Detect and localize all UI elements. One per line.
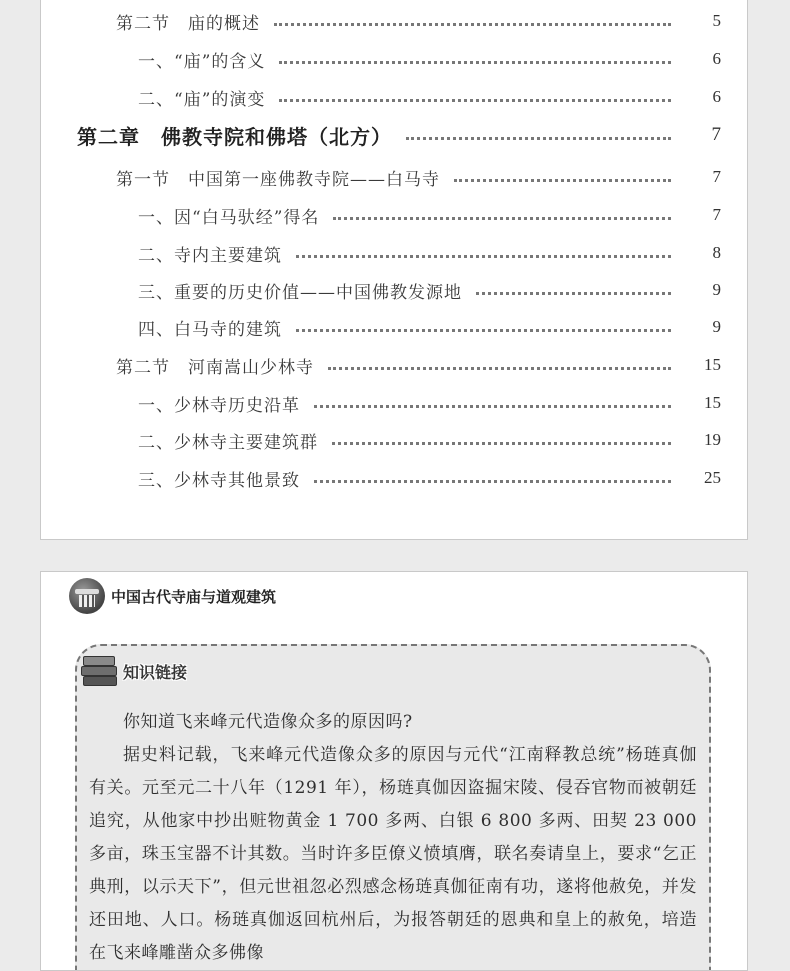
toc-dot-leader [314, 403, 671, 408]
toc-dot-leader [314, 478, 671, 483]
running-head-title: 中国古代寺庙与道观建筑 [111, 587, 277, 606]
toc-entry [138, 425, 721, 455]
toc-entry [138, 82, 721, 112]
toc-entry-page-number: 7 [712, 167, 721, 186]
toc-entry-title: 二、少林寺主要建筑群 [138, 432, 318, 453]
toc-entry-page-number: 9 [712, 317, 721, 336]
knowledge-link-box [75, 644, 711, 971]
toc-entry-title: 四、白马寺的建筑 [138, 319, 282, 340]
toc-entry [138, 388, 721, 418]
content-page [40, 571, 748, 971]
toc-entry-page-number: 6 [712, 49, 721, 68]
toc-dot-leader [279, 97, 671, 102]
toc-dot-leader [328, 365, 671, 370]
toc-entry-page-number: 15 [704, 355, 721, 374]
toc-entry-page-number: 25 [704, 468, 721, 487]
sidebar-body: 据史料记载，飞来峰元代造像众多的原因与元代“江南释教总统”杨琏真伽有关。元至元二十八年（1291 年），杨琏真伽因盗掘宋陵、侵吞官物而被朝廷追究，从他家中抄出赃物黄金 1 700 多两、白银 6 800 多两、田契 23 000 多亩，珠玉宝器不计其数。当时许多臣僚义愤填膺，联名奏请皇上，要求“乞正典刑，以示天下”，但元世祖忽必烈感念杨琏真伽征南有功，遂将他赦免，并发还田地、人口。杨琏真伽返回杭州后，为报答朝廷的恩典和皇上的赦免，培造在飞来峰雕凿众多佛像 [89, 745, 697, 963]
toc-dot-leader [454, 177, 671, 182]
toc-entry-page-number: 19 [704, 430, 721, 449]
toc-entry-title: 一、少林寺历史沿革 [138, 395, 300, 416]
toc-entry-title: 三、重要的历史价值——中国佛教发源地 [138, 282, 462, 303]
toc-dot-leader [476, 290, 671, 295]
toc-dot-leader [332, 440, 671, 445]
toc-entry-page-number: 15 [704, 393, 721, 412]
toc-entry-title: 第二章 佛教寺院和佛塔（北方） [77, 124, 392, 149]
toc-entry-title: 第二节 庙的概述 [116, 13, 260, 34]
toc-dot-leader [279, 59, 671, 64]
toc-page [40, 0, 748, 540]
toc-entry-title: 一、因“白马驮经”得名 [138, 207, 320, 228]
toc-entry [116, 350, 721, 380]
toc-entry-title: 二、“庙”的演变 [138, 89, 266, 110]
temple-icon [69, 578, 105, 614]
toc-entry [116, 6, 721, 36]
toc-entry-page-number: 7 [711, 124, 721, 145]
toc-dot-leader [274, 21, 671, 26]
toc-entry-title: 二、寺内主要建筑 [138, 245, 282, 266]
toc-dot-leader [406, 135, 671, 140]
toc-entry [138, 463, 721, 493]
toc-entry-page-number: 8 [712, 243, 721, 262]
toc-entry [138, 238, 721, 268]
toc-entry [116, 162, 721, 192]
toc-dot-leader [333, 215, 671, 220]
sidebar-question: 你知道飞来峰元代造像众多的原因吗? [123, 712, 413, 732]
toc-dot-leader [296, 327, 671, 332]
knowledge-link-badge [81, 654, 187, 688]
toc-entry-title: 第二节 河南嵩山少林寺 [116, 357, 314, 378]
toc-entry-page-number: 9 [712, 280, 721, 299]
toc-entry-title: 一、“庙”的含义 [138, 51, 266, 72]
toc-entry-page-number: 7 [712, 205, 721, 224]
toc-entry-page-number: 6 [712, 87, 721, 106]
toc-entry [138, 275, 721, 305]
toc-entry [138, 44, 721, 74]
toc-dot-leader [296, 253, 671, 258]
books-icon [81, 654, 119, 688]
knowledge-link-label: 知识链接 [123, 662, 188, 682]
toc-entry-title: 第一节 中国第一座佛教寺院——白马寺 [116, 169, 440, 190]
toc-entry-page-number: 5 [712, 11, 721, 30]
toc-entry [77, 120, 721, 150]
toc-entry [138, 200, 721, 230]
toc-entry [138, 312, 721, 342]
toc-entry-title: 三、少林寺其他景致 [138, 470, 300, 491]
running-head [69, 578, 276, 614]
